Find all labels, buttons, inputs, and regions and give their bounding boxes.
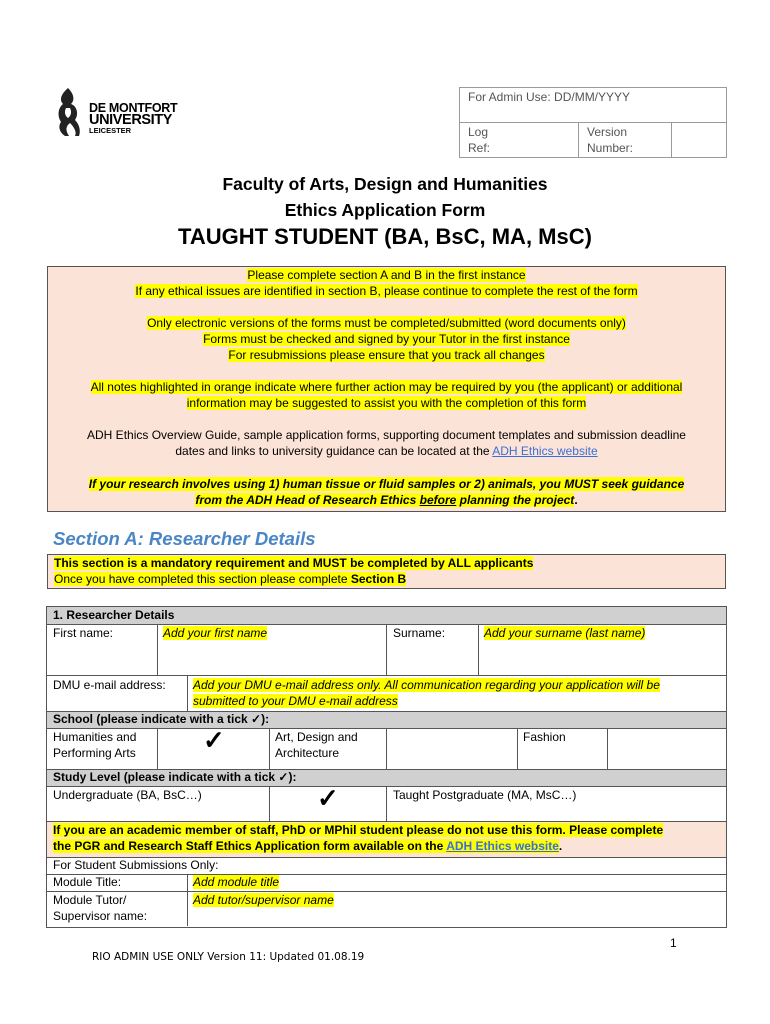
staff-adh-ethics-link[interactable]: ADH Ethics website bbox=[446, 839, 559, 853]
warning-line: If your research involves using 1) human tissue or fluid samples or 2) animals, you MUST seek guidance bbox=[88, 477, 685, 491]
warning-line: from the ADH Head of Research Ethics bbox=[195, 493, 420, 507]
instruction-line: information may be suggested to assist you with the completion of this form bbox=[186, 396, 587, 410]
module-title-field[interactable] bbox=[193, 874, 279, 890]
email-field[interactable] bbox=[193, 677, 660, 709]
version-number-label: Version Number: bbox=[587, 125, 634, 155]
instruction-line: Please complete section A and B in the first instance bbox=[247, 268, 526, 282]
tutor-placeholder: Add tutor/supervisor name bbox=[193, 893, 334, 907]
instructions-box bbox=[47, 266, 726, 512]
surname-field[interactable] bbox=[484, 625, 645, 641]
module-title-label: Module Title: bbox=[53, 875, 122, 889]
email-label: DMU e-mail address: bbox=[53, 678, 166, 692]
student-type-title: TAUGHT STUDENT (BA, BsC, MA, MsC) bbox=[178, 224, 592, 249]
faculty-title: Faculty of Arts, Design and Humanities bbox=[222, 174, 548, 194]
art-tick-checkbox[interactable] bbox=[387, 729, 517, 769]
instruction-line: All notes highlighted in orange indicate where further action may be required by you (the applicant) or additional bbox=[90, 380, 683, 394]
fashion-tick-checkbox[interactable] bbox=[608, 729, 726, 769]
tutor-label: Module Tutor/ Supervisor name: bbox=[53, 893, 148, 923]
mandatory-note-box bbox=[47, 554, 726, 589]
adh-ethics-link[interactable]: ADH Ethics website bbox=[492, 444, 598, 458]
staff-note-line1: If you are an academic member of staff, PhD or MPhil student please do not use this form. Please complete bbox=[53, 823, 664, 837]
surname-label: Surname: bbox=[393, 626, 446, 640]
section-b-ref: Section B bbox=[350, 572, 407, 586]
once-complete-text: Once you have completed this section please complete bbox=[54, 572, 351, 586]
logo-text-line3: LEICESTER bbox=[89, 126, 132, 135]
student-only-label: For Student Submissions Only: bbox=[53, 858, 219, 872]
instruction-line: Forms must be checked and signed by your Tutor in the first instance bbox=[203, 332, 570, 346]
page-number: 1 bbox=[670, 936, 677, 950]
first-name-label: First name: bbox=[53, 626, 114, 640]
researcher-details-header: 1. Researcher Details bbox=[53, 608, 175, 622]
footer-version: RIO ADMIN USE ONLY Version 11: Updated 01.08.19 bbox=[92, 951, 365, 963]
mandatory-text: This section is a mandatory requirement and MUST be completed by ALL applicants bbox=[54, 556, 534, 570]
school-art-label: Art, Design and Architecture bbox=[275, 730, 358, 760]
staff-note-line2: the PGR and Research Staff Ethics Application form available on the ADH Ethics website. bbox=[53, 839, 563, 853]
study-level-header: Study Level (please indicate with a tick ✓): bbox=[53, 770, 297, 784]
module-title-placeholder: Add module title bbox=[193, 875, 280, 889]
log-ref-label: Log Ref: bbox=[468, 125, 491, 155]
instruction-line: ADH Ethics Overview Guide, sample application forms, supporting document templates and submission deadline bbox=[87, 428, 686, 442]
instruction-line: For resubmissions please ensure that you track all changes bbox=[228, 348, 545, 362]
warning-before: before bbox=[419, 493, 457, 507]
section-a-title: Section A: Researcher Details bbox=[53, 528, 316, 549]
tutor-field[interactable] bbox=[193, 892, 334, 908]
school-header: School (please indicate with a tick ✓): bbox=[53, 712, 270, 726]
school-humanities-label: Humanities and Performing Arts bbox=[53, 730, 137, 760]
university-logo bbox=[55, 86, 195, 142]
postgraduate-label: Taught Postgraduate (MA, MsC…) bbox=[393, 788, 577, 802]
warning-period: . bbox=[574, 493, 578, 507]
instruction-line: Only electronic versions of the forms must be completed/submitted (word documents only) bbox=[147, 316, 626, 330]
dragon-crest-icon bbox=[55, 86, 81, 138]
undergraduate-tick-checkbox[interactable]: ✓ bbox=[317, 783, 339, 813]
warning-line-end: planning the project bbox=[456, 493, 575, 507]
instruction-line: If any ethical issues are identified in section B, please continue to complete the rest of the form bbox=[135, 284, 638, 298]
logo-text-line2: UNIVERSITY bbox=[89, 112, 173, 128]
logo-text-line1: DE MONTFORT bbox=[89, 101, 178, 115]
admin-use-box bbox=[459, 87, 727, 158]
first-name-placeholder: Add your first name bbox=[163, 626, 268, 640]
humanities-tick-checkbox[interactable]: ✓ bbox=[203, 725, 225, 755]
form-title: Ethics Application Form bbox=[284, 200, 486, 220]
email-placeholder-line2: submitted to your DMU e-mail address bbox=[193, 694, 398, 708]
surname-placeholder: Add your surname (last name) bbox=[484, 626, 646, 640]
researcher-details-table bbox=[46, 606, 727, 928]
instruction-line: dates and links to university guidance can be located at the bbox=[175, 444, 490, 458]
email-placeholder-line1: Add your DMU e-mail address only. All communication regarding your application will be bbox=[193, 678, 660, 692]
admin-date-label: For Admin Use: DD/MM/YYYY bbox=[468, 90, 631, 104]
undergraduate-label: Undergraduate (BA, BsC…) bbox=[53, 788, 202, 802]
first-name-field[interactable] bbox=[163, 625, 267, 641]
school-fashion-label: Fashion bbox=[523, 730, 566, 744]
